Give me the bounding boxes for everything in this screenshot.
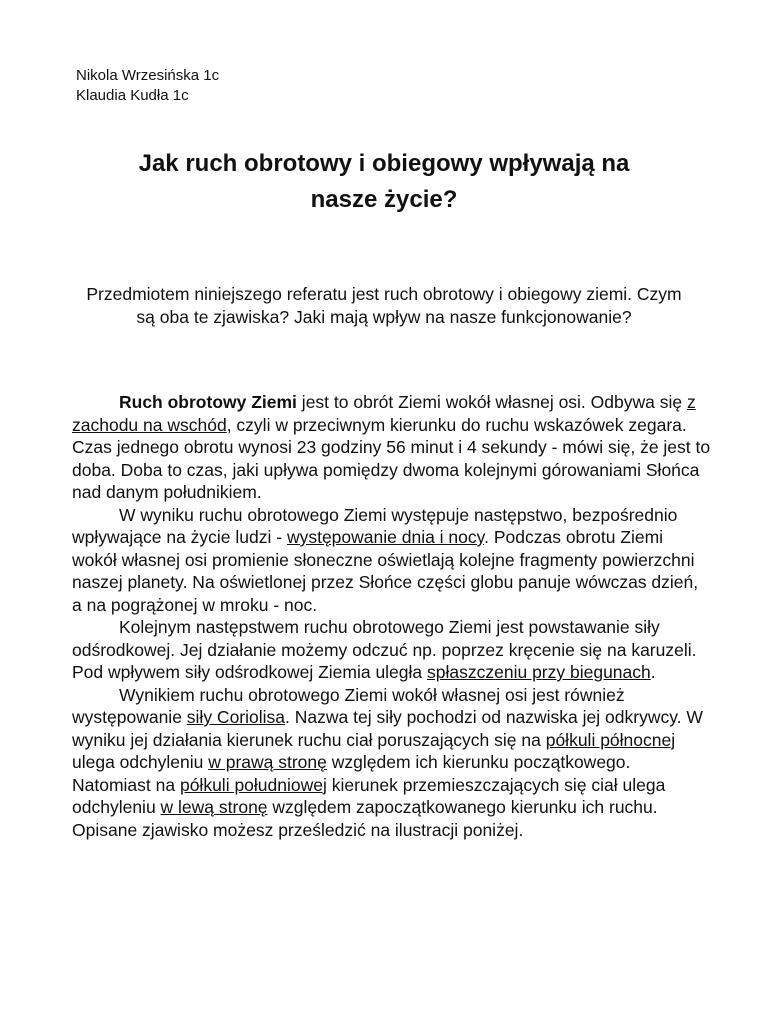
- text-run: Kolejnym następstwem ruchu obrotowego Ziemi jest powstawanie siły odśrodkowej. Jej działanie możemy odczuć np. poprzez kręcenie się na karuzeli. Pod wpływem siły odśrodkowej Ziemia uległa: [72, 617, 697, 682]
- underlined-term: spłaszczeniu przy biegunach: [427, 662, 651, 682]
- author-2: Klaudia Kudła 1c: [76, 87, 189, 104]
- text-run: względem ich kierunku początkowego. Natomiast na: [72, 752, 631, 795]
- underlined-term: w prawą stronę: [208, 752, 327, 772]
- text-run: ulega odchyleniu: [72, 752, 209, 772]
- underlined-term: półkuli północnej: [545, 729, 676, 750]
- paragraph-rotation: [72, 391, 712, 504]
- text-run: kierunek przemieszczających się ciał ulega odchyleniu: [72, 774, 666, 817]
- text-run: Wynikiem ruchu obrotowego Ziemi wokół własnej osi jest również występowanie: [72, 684, 625, 727]
- underlined-term: w lewą stronę: [160, 797, 268, 817]
- paragraph-day-night: [72, 504, 712, 617]
- text-run: . Podczas obrotu Ziemi wokół własnej osi promienie słoneczne oświetlają kolejne fragmenty powierzchni naszej planety. Na oświetlonej przez Słońce części globu panuje wówczas dzień, a na pogrążonej w mroku - noc.: [72, 527, 699, 615]
- title-line-2: nasze życie?: [310, 186, 458, 213]
- text-run: W wyniku ruchu obrotowego Ziemi występuje następstwo, bezpośrednio wpływające na życie ludzi -: [72, 504, 678, 547]
- paragraph-coriolis: [72, 684, 712, 842]
- text-run: jest to obrót Ziemi wokół własnej osi. Odbywa się: [296, 392, 687, 412]
- title-line-1: Jak ruch obrotowy i obiegowy wpływają na: [138, 150, 630, 177]
- underlined-term: występowanie dnia i nocy: [286, 527, 485, 547]
- document-title: [60, 146, 708, 218]
- text-run: względem zapoczątkowanego kierunku ich ruchu. Opisane zjawisko możesz prześledzić na ilustracji poniżej.: [72, 797, 658, 840]
- underlined-term: z zachodu na wschód: [72, 392, 696, 435]
- underlined-term: siły Coriolisa: [186, 707, 286, 727]
- authors-block: [76, 66, 219, 106]
- underlined-term: półkuli południowej: [179, 774, 327, 795]
- bold-term: Ruch obrotowy Ziemi: [119, 392, 297, 412]
- intro-paragraph: Przedmiotem niniejszego referatu jest ruch obrotowy i obiegowy ziemi. Czym są oba te zjawiska? Jaki mają wpływ na nasze funkcjonowanie?: [86, 284, 682, 327]
- text-run: , czyli w przeciwnym kierunku do ruchu wskazówek zegara. Czas jednego obrotu wynosi 23 godziny 56 minut i 4 sekundy - mówi się, że jest to doba. Doba to czas, jaki upływa pomiędzy dwoma kolejnymi górowaniami Słońca nad danym południkiem.: [72, 414, 711, 502]
- paragraph-centrifugal: [72, 616, 712, 684]
- text-run: . Nazwa tej siły pochodzi od nazwiska jej odkrywcy. W wyniku jej działania kierunek ruchu ciał poruszających się na: [72, 707, 703, 750]
- author-1: Nikola Wrzesińska 1c: [76, 67, 220, 84]
- document-body: [72, 391, 712, 841]
- text-run: .: [650, 662, 656, 682]
